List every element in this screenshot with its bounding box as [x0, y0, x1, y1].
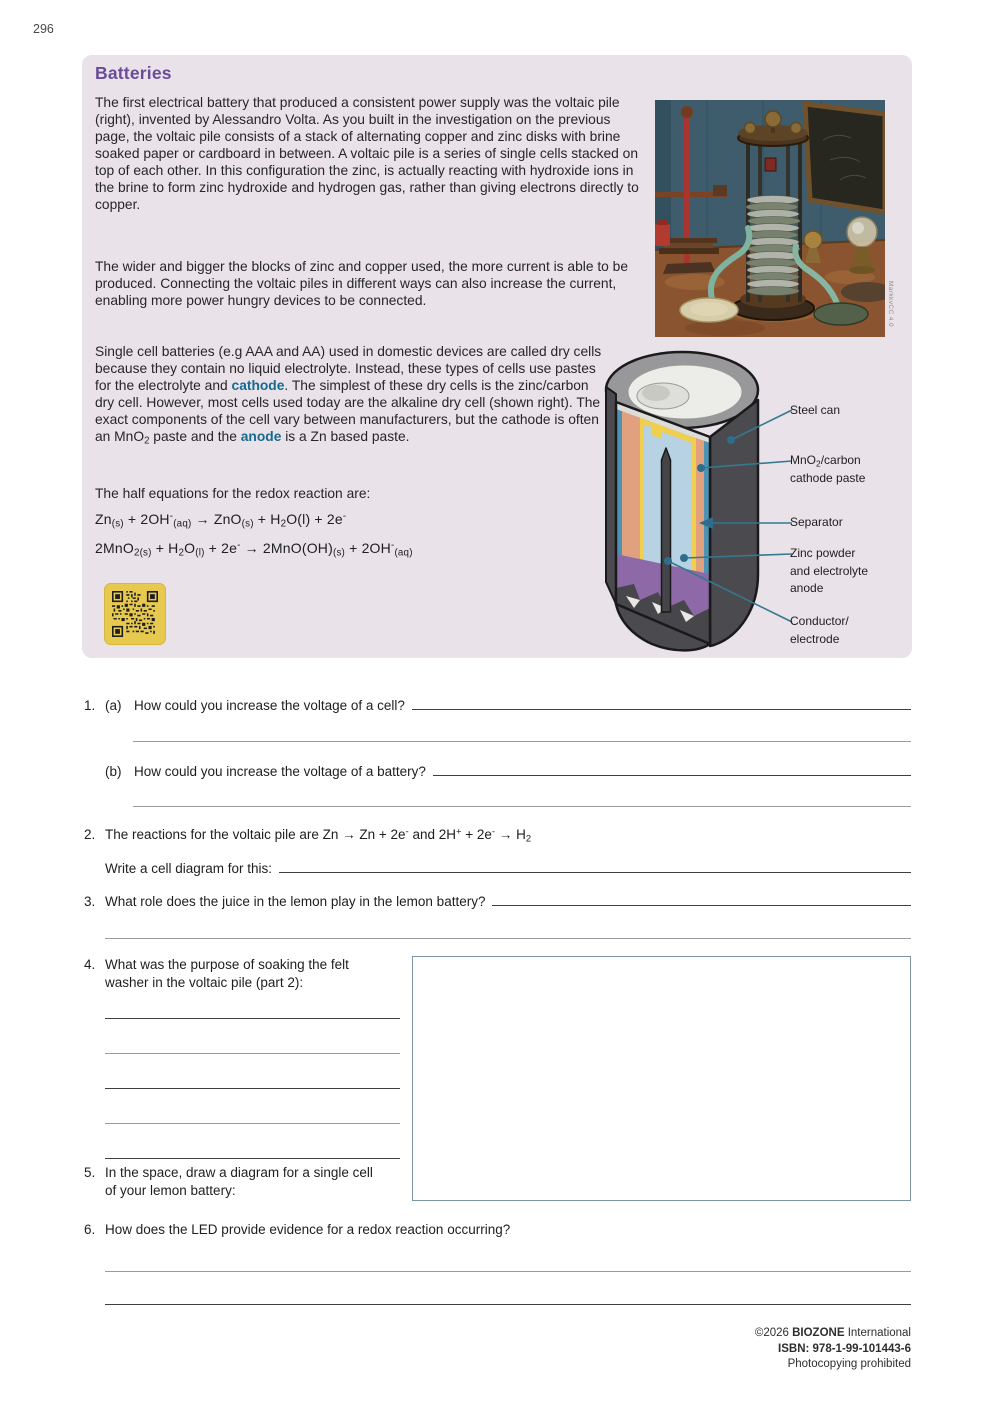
- answer-line: [105, 1123, 400, 1124]
- question-text: The reactions for the voltaic pile are Zn → Zn + 2e- and $2H^+ + 2e^- \to H_2$: [105, 826, 532, 845]
- question-number: 4.: [84, 957, 96, 972]
- half-equation-1: $Zn_{(s)} + 2OH^-_{(aq)} \to ZnO_{(s)} + H_2O(l) + 2e^-$: [95, 511, 347, 530]
- question-text: How could you increase the voltage of a cell?: [134, 697, 405, 713]
- answer-line-inline: [279, 859, 911, 873]
- content-panel: [82, 55, 912, 658]
- question-text: Write a cell diagram for this:: [105, 860, 273, 876]
- dry-cell-paragraph: Single cell batteries (e.g AAA and AA) used in domestic devices are called dry cells because they contain no liquid electrolyte. Instead, these types of cells use pastes for the electrolyte and cathode. The simplest of these dry cells is the zinc/carbon dry cell. However, most cells used today are the alkaline dry cell (shown right). The exact components of the cell vary between manufacturers, but the cathode is often an MnO$_2$ paste and the anode is a Zn based paste.: [95, 344, 602, 447]
- question-number: 6.: [84, 1222, 96, 1237]
- question-2: [84, 826, 911, 844]
- alkaline-cell-diagram: [600, 342, 912, 658]
- question-sub-label: (a): [105, 697, 122, 713]
- answer-line: [105, 1088, 400, 1089]
- question-text: How does the LED provide evidence for a redox reaction occurring?: [105, 1222, 511, 1237]
- page-number: 296: [33, 22, 54, 36]
- question-5: [84, 1164, 404, 1200]
- footer: [600, 1326, 911, 1373]
- current-paragraph: The wider and bigger the blocks of zinc and copper used, the more current is able to be produced. Connecting the voltaic piles in different ways can also increase the current, enabling more power hungry devices to be connected.: [95, 259, 629, 308]
- answer-line: [133, 806, 911, 807]
- question-number: 5.: [84, 1165, 96, 1180]
- diagram-label-separator: Separator: [790, 515, 843, 529]
- answer-line: [105, 1304, 911, 1305]
- diagram-label-conductor: Conductor/ electrode: [790, 614, 849, 646]
- answer-line-inline: [412, 696, 911, 710]
- question-4: [84, 956, 404, 992]
- question-3: [84, 892, 911, 911]
- drawing-box: [412, 956, 911, 1201]
- diagram-label-steel-can: Steel can: [790, 403, 841, 417]
- footer-note: Photocopying prohibited: [787, 1358, 911, 1370]
- half-equations-intro: The half equations for the redox reaction are:: [95, 486, 371, 501]
- answer-line: [105, 1271, 911, 1272]
- answer-line: [105, 1018, 400, 1019]
- question-number: 2.: [84, 827, 96, 842]
- question-text: In the space, draw a diagram for a single cell of your lemon battery:: [105, 1165, 373, 1198]
- question-number: 3.: [84, 893, 96, 909]
- question-1b: [105, 762, 911, 781]
- photo-credit: MarkkvCC 4.0: [887, 281, 894, 327]
- question-6: [84, 1221, 911, 1239]
- diagram-label-cathode-paste: MnO$_2$/carbon cathode paste: [790, 453, 866, 485]
- question-text: What role does the juice in the lemon play in the lemon battery?: [105, 893, 486, 909]
- answer-line: [105, 1158, 400, 1159]
- question-text: What was the purpose of soaking the felt washer in the voltaic pile (part 2):: [105, 957, 349, 990]
- answer-line: [133, 741, 911, 742]
- answer-line: [105, 938, 911, 939]
- question-1a: [84, 696, 911, 715]
- voltaic-pile-photo: [655, 100, 885, 337]
- diagram-label-zinc-anode: Zinc powder and electrolyte anode: [790, 546, 869, 595]
- question-number: 1.: [84, 697, 96, 713]
- page-title: Batteries: [95, 63, 172, 83]
- footer-copyright: ©2026 BIOZONE International: [754, 1327, 911, 1339]
- answer-line-inline: [433, 762, 911, 776]
- question-sub-label: (b): [105, 763, 122, 779]
- question-2-prompt: [105, 859, 911, 878]
- qr-code: [104, 583, 166, 645]
- intro-paragraph: The first electrical battery that produced a consistent power supply was the voltaic pile (right), invented by Alessandro Volta. As you built in the investigation on the previous page, the voltaic pile consists of a stack of alternating copper and zinc disks with brine soaked paper or cardboard in between. A voltaic pile is a series of single cells stacked on top of each other. In this configuration the zinc, is actually reacting with hydroxide ions in the brine to form zinc hydroxide and hydrogen gas, rather than giving electrons directly to copper.: [95, 95, 639, 212]
- answer-line: [105, 1053, 400, 1054]
- footer-isbn: ISBN: 978-1-99-101443-6: [778, 1342, 911, 1355]
- half-equation-2: $2MnO_{2(s)} + H_2O_{(l)} + 2e^- \to 2MnO(OH)_{(s)} + 2OH^-_{(aq)}$: [95, 540, 413, 559]
- answer-line-inline: [492, 892, 911, 906]
- question-text: How could you increase the voltage of a battery?: [134, 763, 426, 779]
